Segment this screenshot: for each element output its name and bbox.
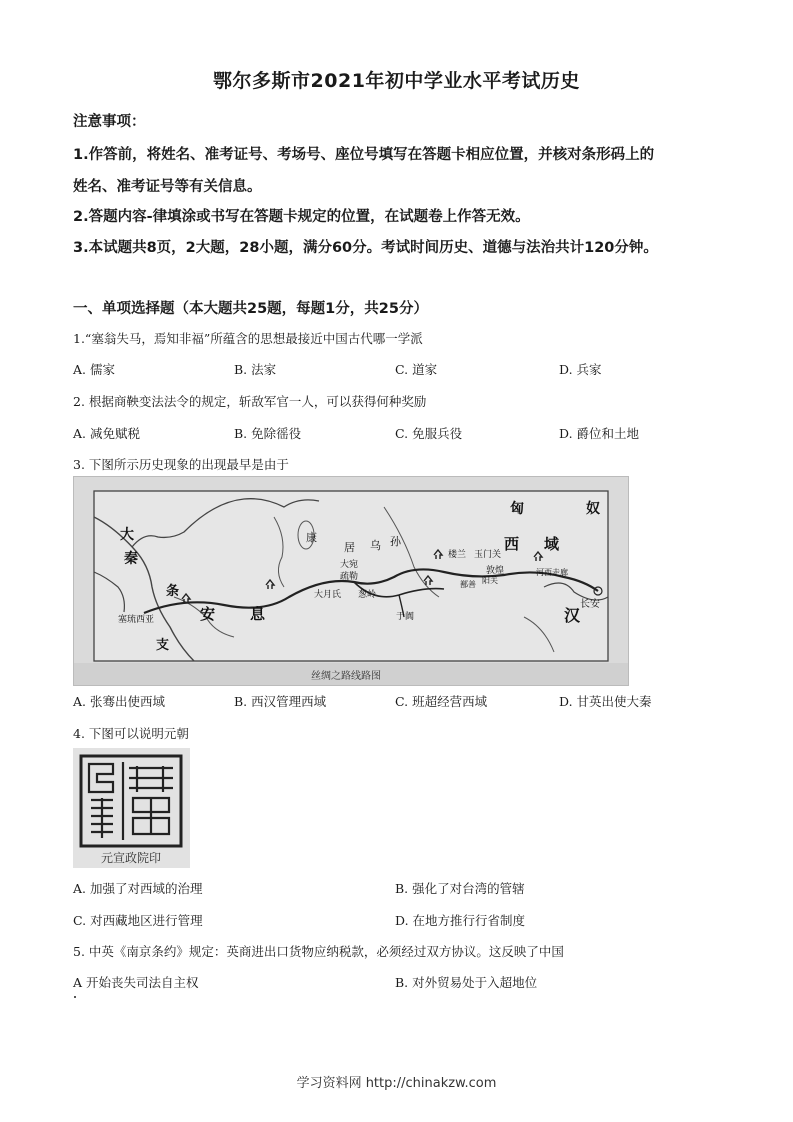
- question-2-stem: 2. 根据商鞅变法法令的规定，斩敌军官一人，可以获得何种奖励: [73, 394, 427, 409]
- question-1-option-c: C. 道家: [395, 362, 438, 377]
- question-3-stem: 3. 下图所示历史现象的出现最早是由于: [73, 457, 289, 472]
- map-label-kangju: 康: [306, 531, 317, 544]
- question-2-option-c: C. 免服兵役: [395, 426, 463, 441]
- seal-caption: 元宣政院印: [100, 851, 162, 865]
- notes-heading: 注意事项：: [73, 114, 146, 130]
- map-label-xi: 息: [250, 605, 266, 623]
- map-label-loulan: 楼兰: [448, 550, 467, 560]
- map-label-daqin-2: 秦: [124, 551, 138, 567]
- map-label-an: 安: [200, 605, 216, 623]
- map-label-yumenguan: 玉门关: [474, 550, 502, 560]
- question-1-option-a: A. 儒家: [73, 362, 115, 377]
- note-2: 2.答题内容-律填涂或书写在答题卡规定的位置，在试题卷上作答无效。: [73, 209, 530, 225]
- map-label-zhi: 支: [156, 638, 170, 653]
- map-label-chang-an: 长安: [580, 599, 600, 610]
- question-4-option-c: C. 对西藏地区进行管理: [73, 913, 203, 928]
- map-label-yutian: 于阗: [396, 612, 415, 622]
- question-5-stem: 5. 中英《南京条约》规定：英商进出口货物应纳税款，必须经过双方协议。这反映了中国: [73, 944, 564, 959]
- map-label-xiyu-2: 域: [544, 535, 560, 553]
- map-label-yangguan: 阳关: [482, 576, 498, 585]
- question-1-option-d: D. 兵家: [559, 362, 602, 377]
- silk-road-map: [73, 476, 629, 686]
- scan-speck: [74, 996, 76, 998]
- footer-watermark: 学习资料网 http://chinakzw.com: [296, 1076, 497, 1091]
- question-3-option-b: B. 西汉管理西域: [234, 694, 327, 709]
- section-heading: 一、单项选择题（本大题共25题，每题1分，共25分）: [73, 301, 428, 317]
- map-label-seleucia: 塞琉西亚: [118, 615, 155, 625]
- map-label-shanshan: 鄯善: [460, 580, 476, 589]
- map-label-dayuezhi: 大月氏: [314, 590, 342, 600]
- question-3-option-d: D. 甘英出使大秦: [559, 694, 652, 709]
- map-label-han: 汉: [564, 606, 581, 625]
- map-label-xiyu-1: 西: [504, 535, 520, 553]
- map-label-dunhuang: 敦煌: [486, 566, 505, 576]
- question-5-option-b: B. 对外贸易处于入超地位: [395, 975, 538, 990]
- map-label-congling: 葱岭: [358, 590, 377, 600]
- map-label-wusun: 乌: [370, 539, 381, 552]
- question-2-option-d: D. 爵位和土地: [559, 426, 640, 441]
- question-2-option-b: B. 免除徭役: [234, 426, 302, 441]
- question-4-option-d: D. 在地方推行行省制度: [395, 913, 526, 928]
- yuan-seal-image: [73, 748, 190, 868]
- question-1-option-b: B. 法家: [234, 362, 277, 377]
- map-label-xiongnu-1: 匈: [510, 501, 524, 517]
- map-label-shule: 疏勒: [340, 572, 359, 582]
- note-3: 3.本试题共8页，2大题，28小题，满分60分。考试时间历史、道德与法治共计120分钟。: [73, 240, 658, 256]
- map-label-hexi: 河西走廊: [536, 568, 568, 577]
- question-3-option-c: C. 班超经营西域: [395, 694, 488, 709]
- map-label-xiongnu-2: 奴: [586, 501, 600, 517]
- question-3-option-a: A. 张骞出使西域: [73, 694, 165, 709]
- map-label-daqin-1: 大: [120, 527, 134, 543]
- note-1-line-1: 1.作答前，将姓名、准考证号、考场号、座位号填写在答题卡相应位置，并核对条形码上的: [73, 147, 655, 163]
- map-label-ju: 居: [344, 541, 355, 554]
- question-5-option-a: A 开始丧失司法自主权: [73, 975, 199, 990]
- question-4-option-a: A. 加强了对西域的治理: [73, 881, 203, 896]
- question-4-stem: 4. 下图可以说明元朝: [73, 726, 189, 741]
- exam-title: 鄂尔多斯市2021年初中学业水平考试历史: [213, 70, 580, 92]
- map-label-tiao: 条: [166, 584, 180, 599]
- map-label-sun: 孙: [390, 535, 401, 548]
- question-1-stem: 1.“塞翁失马，焉知非福”所蕴含的思想最接近中国古代哪一学派: [73, 331, 423, 346]
- map-caption: 丝绸之路线路图: [311, 671, 381, 682]
- note-1-line-2: 姓名、准考证号等有关信息。: [73, 179, 262, 195]
- question-2-option-a: A. 减免赋税: [73, 426, 140, 441]
- map-label-dawan: 大宛: [340, 560, 359, 570]
- question-4-option-b: B. 强化了对台湾的管辖: [395, 881, 525, 896]
